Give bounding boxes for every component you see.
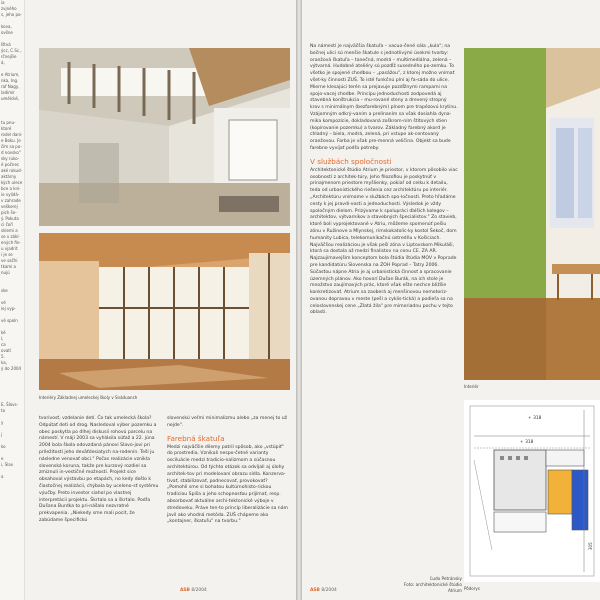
plan-elevation-label: + 318 <box>528 416 542 421</box>
edge-text-line: rodel dani- <box>1 132 23 137</box>
floor-plan <box>464 400 600 582</box>
right-footer <box>310 588 337 593</box>
edge-text-line: bce a kni- <box>1 186 21 191</box>
left-footer <box>180 588 207 593</box>
edge-text-line: Ištvá <box>1 42 11 47</box>
article-text: Architektonické štúdio Atrium je priestor, v ktorom pôsobilo viac osobností z architek-túry, Jeho filozofiou je poskytnúť v prinajmenom priestore myšlienky, pokiaľ od celku k detailu, teda od urbanistického riešenia cez architektúru po interiér. „Architektúru vnímame v službách spo-ločnosti. Preto hľadáme cesty k jej pravdi-vosti a jednoduchosti. Výsledok je vždy spoločným dielom. Prizývame k spolupráci ďalších kolegov – architektov, výtvarníkov a stavebných špecialistov." Zo stavieb, ktoré boli vyprojektované v Atriu, môžeme spomenúť pešiu zónu v Ružinove a Mlynskej, rímskokatolíc-ky kostol Šekoč, dom humanity Lubica, telekomunikačnú ústredňu v Košiciach. Najväčšou realizáciou je však peší zóna v Liptovskom Mikuláši, ktorá sa dostala až medzi finalistov na cenu CE. ZA AR. Najzaujímavejším konceptom bola štúdia štúdia MOV v Poprade pre kandidatúru Slovenska na ZOH Poprad – Tatry 2006. Súčasťou nápne Atria je aj urbanistická činnosť a spracovanie územných plánov. Ako hovorí Dušan Burák, na ich stole je množstvo zaujímavých prác, ktoré však ešte nechce bližšie konkretizovať. Atrium sa zaoberá aj menšinovou nemotoriz-ovanou dopravou v meste (peší a cyklis-tická) a podieľa sa na celoslovenskej cene „Zlatá žila" pre mimoriadnu pochu v tejto oblasti. <box>310 167 458 316</box>
right-text-column <box>310 44 458 317</box>
edge-text-line: ktoré <box>1 126 12 131</box>
edge-text-line: tu pnu- <box>1 120 16 125</box>
magazine-name: ASB <box>180 588 190 593</box>
edge-text-line: vé spoln <box>1 318 18 323</box>
edge-text-line: ve sačhi <box>1 258 18 263</box>
edge-text-line: e Boku. Je <box>1 138 21 143</box>
edge-text-line: ie vylidá- <box>1 192 20 197</box>
edge-text-line: ladimír <box>1 90 15 95</box>
edge-text-line: l, <box>1 336 4 341</box>
edge-text-line: é počnec <box>1 162 20 167</box>
edge-text-line: s, jeho po- <box>1 12 22 17</box>
edge-text-line: zvjného <box>1 6 17 11</box>
edge-text-line: ia <box>1 0 5 5</box>
author-credit <box>392 576 462 594</box>
edge-text-line: v zahrade <box>1 198 21 203</box>
edge-text-line: aké rokud- <box>1 168 23 173</box>
edge-text-line: u vjadrit <box>1 246 18 251</box>
issue-number: 8/2004 <box>191 588 207 593</box>
edge-text-line: ý. Pokuta <box>1 216 19 221</box>
left-text-column-2 <box>167 416 289 526</box>
edge-text-line: sklemi a <box>1 228 18 233</box>
photo-caption-interior: Interiér <box>464 384 479 389</box>
article-text: Medzi najväčšie dilemy patril spôsob, ako „vstúpiť" do prostredia. Vznikali nespo-četné varianty osciluácie medzi tradicio-nalizmom a súčasnou architektúrou. Od týchto otázok sa odvíjali aj úlohy architek-tov pri modelovaní obrazu sídla. Konzerva-tivať, stabilizovať, podnecovať, provokovať? „Pomohli sme si bohatou kultúrnohisto-rickou tradíciou Spiša a jeho schopnosťou prijímať, resp. absorbovať aktuálne archi-tektonické výboje v stredoveku. Práve ten-to princíp liberalizácie sa nám javil ako vhodná metóda. ZUŠ chápeme ako „kontajner, škatuľu" na tvorbu." <box>167 444 289 525</box>
magazine-name: ASB <box>310 588 320 593</box>
edge-text-line: rčnejšie <box>1 54 17 59</box>
edge-text-line: iej vyp- <box>1 306 16 311</box>
photo-caption: Interiéry Základnej umeleckej školy v Snáduanch <box>39 395 138 400</box>
edge-text-line: e <box>1 456 4 461</box>
edge-text-line: raf Nagy, <box>1 84 20 89</box>
edge-text-line: pich še- <box>1 210 17 215</box>
edge-text-line: i je se <box>1 252 13 257</box>
edge-text-line: ka, <box>1 360 7 365</box>
interior-photo-top <box>39 48 290 226</box>
plan-side-label: 305 <box>588 542 593 550</box>
edge-text-line: sky ruko- <box>1 156 20 161</box>
edge-text-line: ovatí <box>1 348 11 353</box>
left-edge-text-column <box>0 0 25 600</box>
photo-caption-plan: Pôdorys <box>464 586 480 591</box>
edge-text-line: kých ulece <box>1 180 23 185</box>
edge-text-line: aktárny <box>1 174 17 179</box>
edge-text-line: ca <box>1 342 6 347</box>
article-text: tvorivosť, vzdelanie detí. Čo tak umelecká škola? Odpútať deti od drog. Nasledoval výber pozemku a obec poskytla po dlhej diskusii rohovú parcelu na námestí. V máji 2003 sa vyhlásila súťaž a 22. júna 2004 bola škola odovzdaná pánovi Slavo-jovi pri príležitosti jeho deväťdesiatych na-rodenín. Teší ju následne venovať obci." Počas realizácie vznikla slovenská koruna, takže pre kurzový rozdiel sa zmiznuli in-vestičné možnosti. Projekt sice obsahoval výstavbu po etapách, no kedy došlo k čiastočnej realizácii, chýbala by uceleno-sť systému výučby. Preto investor siahol po vlastnej interpretácii projektu. Škrtalo sa a škrtalo. Podľa Dušana Burdka to pri-nášalo nezvratné prekvapenia. „Niekedy sme mali pocit, že zabúdame špecifickú <box>39 416 159 523</box>
issue-number: 8/2004 <box>321 588 337 593</box>
edge-text-line: 5. <box>1 354 5 359</box>
corridor-photo <box>464 48 600 380</box>
edge-text-line: e Atrium, <box>1 72 20 77</box>
corridor-photo-image <box>464 48 600 380</box>
edge-text-line: tkami a <box>1 264 16 269</box>
section-heading: V službách spoločnosti <box>310 156 392 166</box>
section-heading: Farebná škatuľa <box>167 433 225 443</box>
edge-text-line: to <box>1 408 6 413</box>
photo-credit: Foto: architektonické štúdio Atrium <box>403 582 462 593</box>
edge-text-line: d novsko" <box>1 150 21 155</box>
edge-text-line: nka, Ing. <box>1 78 19 83</box>
edge-text-line: ý do 2004 <box>1 366 22 371</box>
edge-text-line: i, Slav <box>1 462 14 467</box>
edge-text-line: ovšne <box>1 30 13 35</box>
edge-text-line: umělcké, <box>1 96 20 101</box>
plan-elevation-label: + 318 <box>520 440 534 445</box>
edge-text-line: j <box>1 432 3 437</box>
edge-text-line: kova, <box>1 24 12 29</box>
interior-photo-top-image <box>39 48 290 226</box>
edge-text-line: se v zákl- <box>1 234 20 239</box>
edge-text-line: á, <box>1 60 5 65</box>
edge-text-line: vé <box>1 300 6 305</box>
floor-plan-drawing <box>464 400 600 582</box>
edge-text-line: a <box>1 474 4 479</box>
left-page <box>0 0 296 600</box>
author-name: Ľudo Petránsky <box>430 576 462 581</box>
edge-text-line: E, Šlovs- <box>1 402 19 407</box>
edge-text-line: ké <box>1 330 6 335</box>
edge-text-line: čím sa po- <box>1 144 22 149</box>
article-text: slovenskú veľmi minimalizmu alebo „za menej to už nejde". <box>167 416 288 428</box>
right-page <box>302 0 600 600</box>
edge-text-line: ci čoří <box>1 222 13 227</box>
edge-text-line: veškerej <box>1 204 18 209</box>
edge-text-line: nujú <box>1 270 10 275</box>
article-text: Na námestí je najväčšia škatuľa – vacuo-čené sála „kula"; na bočnej ulici sú menšie škatule s jednotlivými úsekmi tvorby: oranžová škatuľa – tanečná, modrá – multimediálna, zelená – výtvarná. Hudobné ateliéry sú pozdĺž susedného po-zemku. To všetko je spojené chodbou – „pasážou", z ktorej možno vnímať všet-ky činnosti ZUŠ. To isté funkčnú plní aj fa-sáda do ulice. Mierne klesajúci terén sa prejavuje pozdĺžnymi rampami na spojo-vacej chodbe. Princípu jednoduchosti zodpovedá aj stavebná konštrukcia – mu-rované steny a drevený stropný krov s minimálnym (bezfarebným) plnom pre trapézovú krytinu. Vzájomným odkrý-vaním a prelínaním sa však dosiahla dyna-mika kompozície, dokladovaná zoškrom-ním štítových stien (kopírovanie pozemku) a tvarov. Základný farebný akord je chladný – biela, modrá, zelená, pri vstupe ak-centovaný oranžovou. Farba je však pre-menná veličina. Objekt sa bude farebne vyvíjať podľa potreby. <box>310 44 458 151</box>
interior-photo-bottom <box>39 233 290 390</box>
interior-photo-bottom-image <box>39 233 290 390</box>
edge-text-line: ske <box>1 288 8 293</box>
left-text-column-1 <box>39 416 159 525</box>
edge-text-line: ýcc, C.Sc., <box>1 48 22 53</box>
edge-text <box>0 0 24 480</box>
edge-text-line: ko <box>1 444 6 449</box>
edge-text-line: y <box>1 420 4 425</box>
edge-text-line: ených fin- <box>1 240 21 245</box>
